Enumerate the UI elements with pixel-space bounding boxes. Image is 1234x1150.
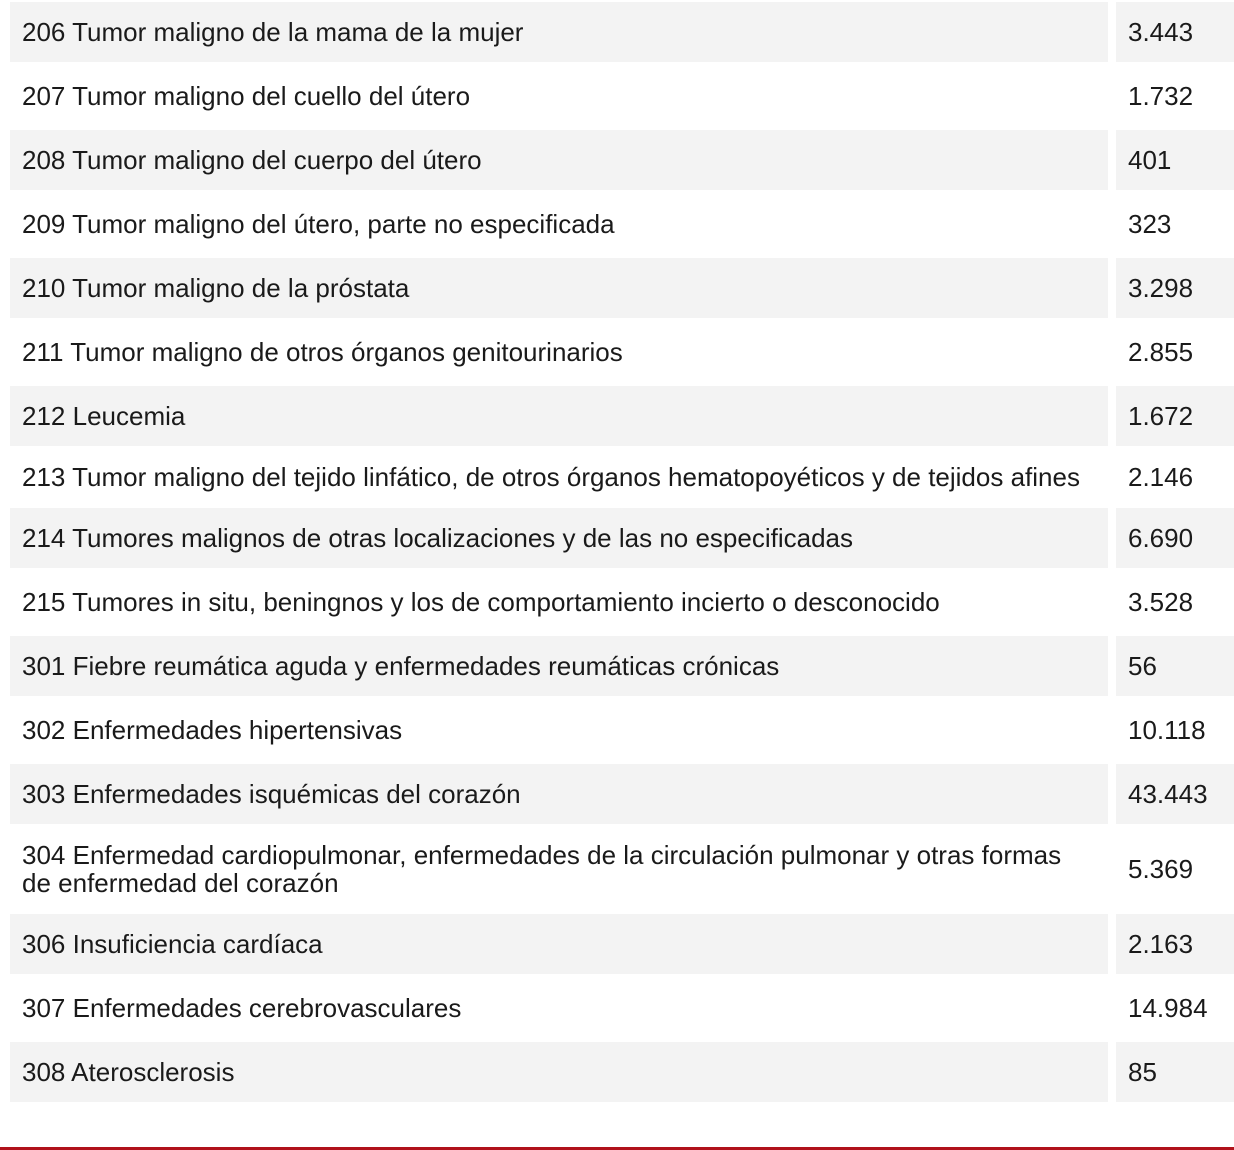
table-row	[10, 764, 1234, 824]
row-value: 5.369	[1116, 828, 1234, 910]
row-label: 211 Tumor maligno de otros órganos genitourinarios	[10, 322, 1108, 382]
row-value: 43.443	[1116, 764, 1234, 824]
row-value: 10.118	[1116, 700, 1234, 760]
table-row	[10, 1042, 1234, 1102]
table-row	[10, 700, 1234, 760]
table-row	[10, 322, 1234, 382]
table-row	[10, 450, 1234, 504]
row-value: 6.690	[1116, 508, 1234, 568]
table-row	[10, 978, 1234, 1038]
row-label: 306 Insuficiencia cardíaca	[10, 914, 1108, 974]
row-value: 85	[1116, 1042, 1234, 1102]
table-row	[10, 828, 1234, 910]
table-row	[10, 258, 1234, 318]
row-label: 304 Enfermedad cardiopulmonar, enfermedades de la circulación pulmonar y otras formas de enfermedad del corazón	[10, 828, 1108, 910]
row-label: 308 Aterosclerosis	[10, 1042, 1108, 1102]
row-value: 323	[1116, 194, 1234, 254]
table-row	[10, 386, 1234, 446]
table-row	[10, 914, 1234, 974]
row-value: 3.528	[1116, 572, 1234, 632]
row-label: 210 Tumor maligno de la próstata	[10, 258, 1108, 318]
row-label: 215 Tumores in situ, beningnos y los de comportamiento incierto o desconocido	[10, 572, 1108, 632]
row-value: 3.298	[1116, 258, 1234, 318]
row-label: 208 Tumor maligno del cuerpo del útero	[10, 130, 1108, 190]
table-row	[10, 572, 1234, 632]
table-row	[10, 66, 1234, 126]
row-value: 1.732	[1116, 66, 1234, 126]
row-label: 302 Enfermedades hipertensivas	[10, 700, 1108, 760]
row-value: 1.672	[1116, 386, 1234, 446]
row-value: 401	[1116, 130, 1234, 190]
row-label: 307 Enfermedades cerebrovasculares	[10, 978, 1108, 1038]
row-label: 301 Fiebre reumática aguda y enfermedades reumáticas crónicas	[10, 636, 1108, 696]
row-value: 2.146	[1116, 450, 1234, 504]
data-table	[10, 0, 1234, 1106]
row-label: 303 Enfermedades isquémicas del corazón	[10, 764, 1108, 824]
row-label: 212 Leucemia	[10, 386, 1108, 446]
row-label: 213 Tumor maligno del tejido linfático, de otros órganos hematopoyéticos y de tejidos afines	[10, 450, 1108, 504]
row-value: 56	[1116, 636, 1234, 696]
table-row	[10, 508, 1234, 568]
data-table-container	[10, 0, 1234, 1106]
table-row	[10, 2, 1234, 62]
row-label: 214 Tumores malignos de otras localizaciones y de las no especificadas	[10, 508, 1108, 568]
row-value: 2.855	[1116, 322, 1234, 382]
table-row	[10, 636, 1234, 696]
row-value: 14.984	[1116, 978, 1234, 1038]
row-value: 2.163	[1116, 914, 1234, 974]
row-label: 209 Tumor maligno del útero, parte no especificada	[10, 194, 1108, 254]
row-label: 206 Tumor maligno de la mama de la mujer	[10, 2, 1108, 62]
table-row	[10, 130, 1234, 190]
row-label: 207 Tumor maligno del cuello del útero	[10, 66, 1108, 126]
table-row	[10, 194, 1234, 254]
row-value: 3.443	[1116, 2, 1234, 62]
